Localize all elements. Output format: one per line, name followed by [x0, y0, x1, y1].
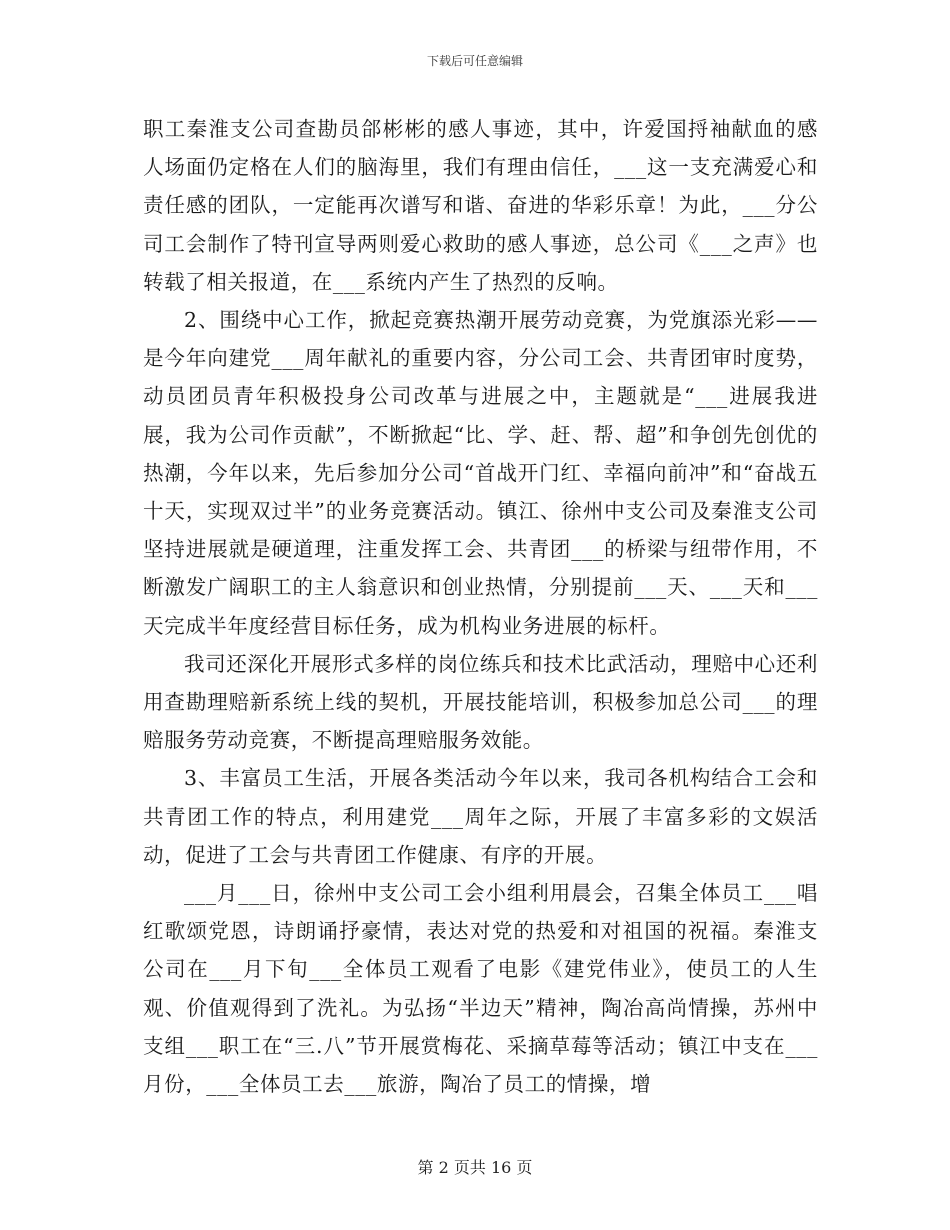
page-header: 下载后可任意编辑 [426, 54, 523, 68]
paragraph-skill-training: 我司还深化开展形式多样的岗位练兵和技术比武活动，理赔中心还利用查勘理赔新系统上线的契机，开展技能培训，积极参加总公司___的理赔服务劳动竞赛，不断提高理赔服务效能。 [143, 651, 818, 753]
paragraph-labor-competition: 2、围绕中心工作，掀起竞赛热潮开展劳动竞赛，为党旗添光彩——是今年向建党___周年献礼的重要内容，分公司工会、共青团审时度势，动员团员青年积极投身公司改革与进展之中，主题就是“___进展我进展，我为公司作贡献”，不断掀起“比、学、赶、帮、超”和争创先创优的热潮，今年以来，先后参加分公司“首战开门红、幸福向前冲”和“奋战五十天，实现双过半”的业务竞赛活动。镇江、徐州中支公司及秦淮支公司坚持进展就是硬道理，注重发挥工会、共青团___的桥梁与纽带作用，不断激发广阔职工的主人翁意识和创业热情，分别提前___天、___天和___天完成半年度经营目标任务，成为机构业务进展的标杆。 [143, 308, 818, 638]
paragraph-activities: ___月___日，徐州中支公司工会小组利用晨会，召集全体员工___唱红歌颂党恩，诗朗诵抒豪情，表达对党的热爱和对祖国的祝福。秦淮支公司在___月下旬___全体员工观看了电影《建党伟业》，使员工的人生观、价值观得到了洗礼。为弘扬“半边天”精神，陶冶高尚情操，苏州中支组___职工在“三.八”节开展赏梅花、采摘草莓等活动；镇江中支在___月份，___全体员工去___旅游，陶冶了员工的情操，增 [143, 881, 818, 1097]
page-footer: 第 2 页共 16 页 [417, 1158, 533, 1177]
paragraph-continuation: 职工秦淮支公司查勘员郃彬彬的感人事迹，其中，许爱国捋袖献血的感人场面仍定格在人们的脑海里，我们有理由信任，___这一支充满爱心和责任感的团队，一定能再次谱写和谐、奋进的华彩乐章！为此，___分公司工会制作了特刊宣导两则爱心救助的感人事迹，总公司《___之声》也转载了相关报道，在___系统内产生了热烈的反响。 [143, 117, 818, 294]
paragraph-employee-life: 3、丰富员工生活，开展各类活动今年以来，我司各机构结合工会和共青团工作的特点，利用建党___周年之际，开展了丰富多彩的文娱活动，促进了工会与共青团工作健康、有序的开展。 [143, 766, 818, 867]
document-body [143, 110, 818, 1103]
